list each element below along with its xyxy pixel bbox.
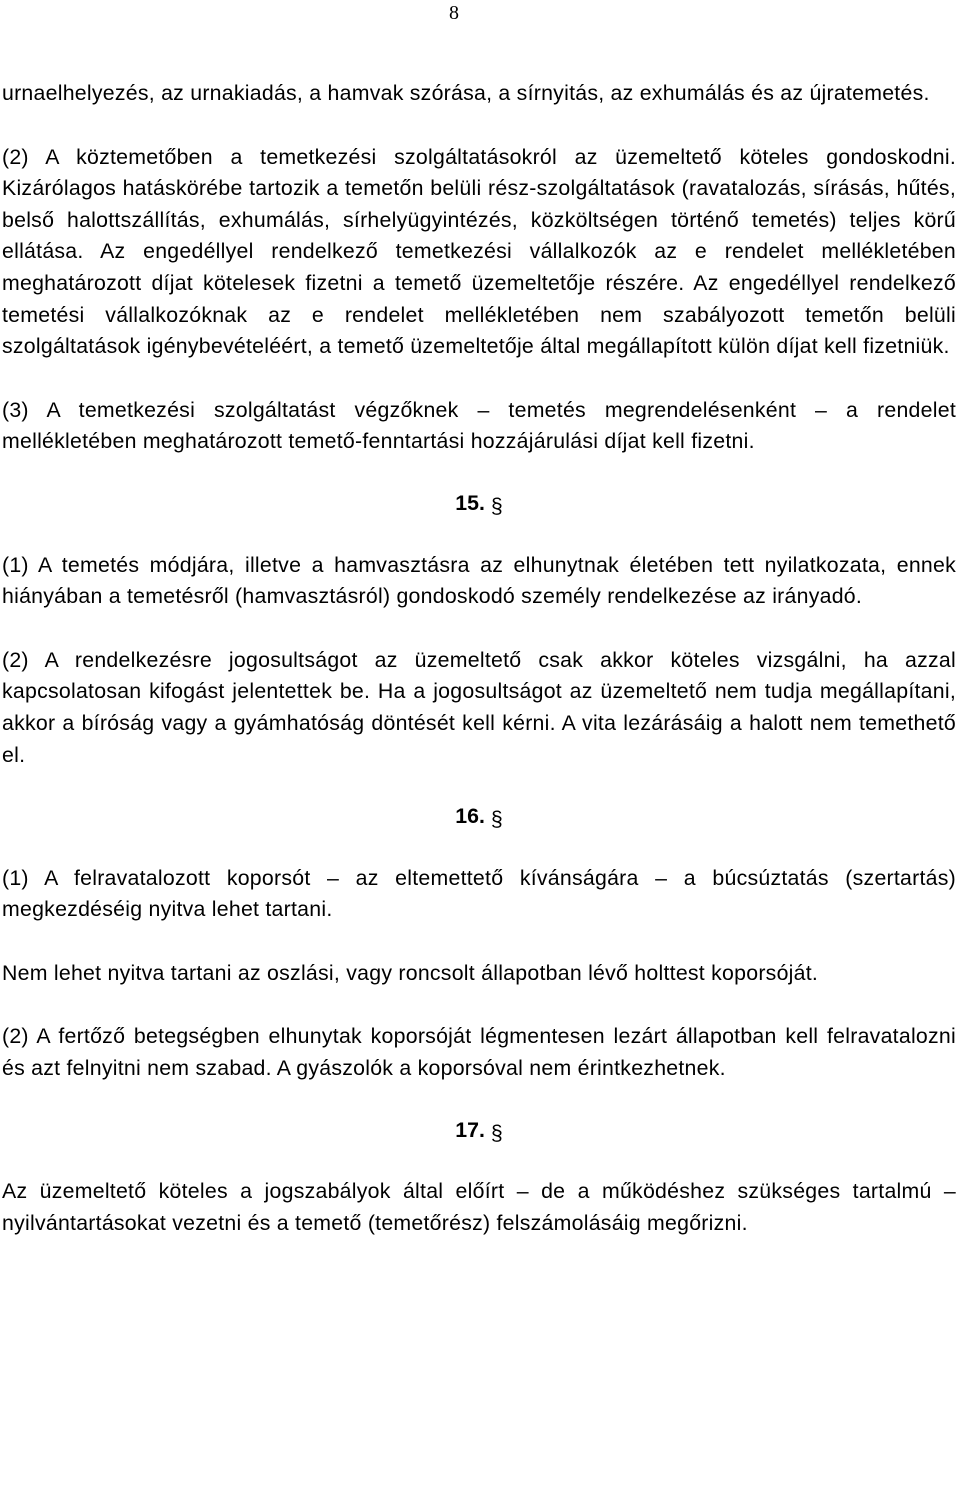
paragraph: (2) A fertőző betegségben elhunytak koporsóját légmentesen lezárt állapotban kell felravatalozni és azt felnyitni nem szabad. A gyászolók a koporsóval nem érintkezhetnek.: [2, 1024, 956, 1081]
paragraph: (1) A felravatalozott koporsót – az eltemettető kívánságára – a búcsúztatás (szertartás) megkezdéséig nyitva lehet tartani.: [2, 865, 956, 922]
section-heading-17: [2, 1115, 956, 1147]
paragraph: Nem lehet nyitva tartani az oszlási, vagy roncsolt állapotban lévő holttest koporsóját.: [2, 960, 819, 985]
paragraph: Az üzemeltető köteles a jogszabályok által előírt – de a működéshez szükséges tartalmú – nyilvántartásokat vezetni és a temető (temetőrész) felszámolásáig megőrizni.: [2, 1179, 956, 1235]
paragraph: urnaelhelyezés, az urnakiadás, a hamvak szórása, a sírnyitás, az exhumálás és az újratemetés.: [2, 81, 930, 105]
section-number: 16.: [455, 804, 485, 829]
section-heading-15: [2, 488, 956, 520]
paragraph: (2) A rendelkezésre jogosultságot az üzemeltető csak akkor köteles vizsgálni, ha azzal kapcsolatosan kifogást jelentettek be. Ha a jogosultságot az üzemeltető nem tudja megállapítani, akkor a bíróság vagy a gyámhatóság döntését kell kérni. A vita lezárásáig a halott nem temethető el.: [2, 647, 956, 767]
document-body: [2, 78, 956, 1239]
section-number: 15.: [455, 490, 485, 515]
page-number: 8: [449, 2, 459, 24]
section-heading-16: [2, 801, 956, 833]
paragraph: (2) A köztemetőben a temetkezési szolgáltatásokról az üzemeltető köteles gondoskodni. Kizárólagos hatáskörébe tartozik a temetőn belüli rész-szolgáltatások (ravatalozás, sírásás, hűtés, belső halottszállítás, exhumálás, sírhelyügyintézés, közköltségen történő temetés) teljes körű ellátása. Az engedéllyel rendelkező temetkezési vállalkozók az e rendelet mellékletében meghatározott díjat kötelesek fizetni a temető üzemeltetője részére. Az engedéllyel rendelkező temetési vállalkozóknak az e rendelet mellékletében nem szabályozott temetőn belüli szolgáltatások igénybevételéért, a temető üzemeltetője által megállapított külön díjat kell fizetniük.: [2, 144, 956, 359]
section-sign: §: [490, 493, 503, 518]
section-sign: §: [490, 1120, 503, 1145]
section-sign: §: [490, 807, 503, 832]
section-number: 17.: [455, 1117, 485, 1142]
paragraph: (3) A temetkezési szolgáltatást végzőknek – temetés megrendelésenként – a rendelet mellékletében meghatározott temető-fenntartási hozzájárulási díjat kell fizetni.: [2, 397, 956, 454]
paragraph: (1) A temetés módjára, illetve a hamvasztásra az elhunytnak életében tett nyilatkozata, ennek hiányában a temetésről (hamvasztásról) gondoskodó személy rendelkezése az irányadó.: [2, 552, 956, 609]
